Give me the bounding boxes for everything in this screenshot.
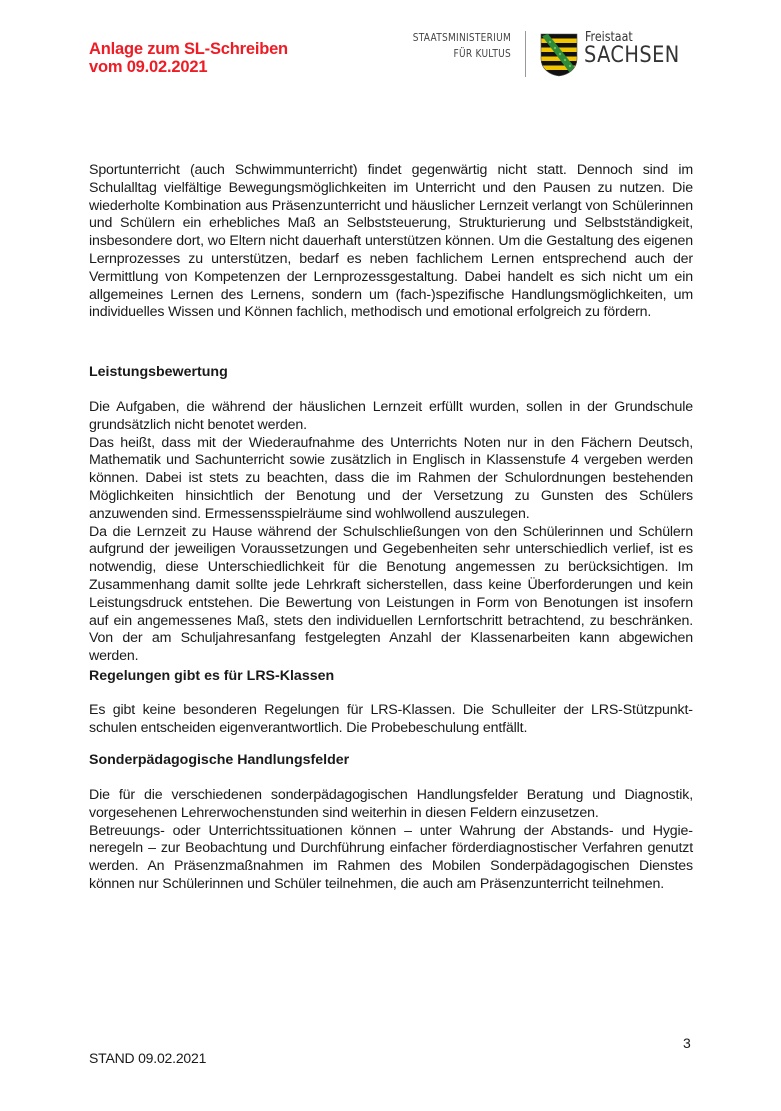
paragraph: Betreuungs- oder Unterrichtssituationen können – unter Wahrung der Abstands- und Hygieneregeln – zur Beobachtung und Durchführung einfacher förderdiagnostischer Verfahren genutzt werden. An Präsenzmaßnahmen im Rahmen des Mobilen Sonderpädagogischen Dienstes können nur Schülerinnen und Schüler teilnehmen, die auch am Präsenzunterricht teilnehmen. xyxy=(89,822,693,892)
state-label-small: Freistaat xyxy=(585,30,633,45)
document-status-date: STAND 09.02.2021 xyxy=(89,1050,207,1066)
logo-divider xyxy=(525,31,526,77)
intro-paragraph: Sportunterricht (auch Schwimmunterricht) findet gegenwärtig nicht statt. Dennoch sind im Schulalltag vielfältige Bewegungsmöglichkeiten im Unterricht und den Pausen zu nutzen. Die wiederholte Kombination aus Präsenzunterricht und häuslicher Lernzeit verlangt von Schülerinnen und Schülern ein erhebliches Maß an Selbststeuerung, Strukturierung und Selbstständigkeit, insbesondere dort, wo Eltern nicht dauerhaft unterstützen können. Um die Gestaltung des eigenen Lernprozesses zu unterstützen, bedarf es neben fachlichem Lernen entsprechend auch der Vermittlung von Kompetenzen der Lernprozessgestaltung. Dabei handelt es sich nicht um ein allgemeines Lernen des Lernens, sondern um (fach-)spezifische Handlungsmöglichkeiten, um individuelles Wissen und Können fachlich, methodisch und emotional erfolgreich zu fördern. xyxy=(89,162,693,321)
paragraph: Das heißt, dass mit der Wiederaufnahme des Unterrichts Noten nur in den Fächern Deutsch, Mathematik und Sachunterricht sowie zusätzlich in Englisch in Klassenstufe 4 vergeben werden können. Dabei ist stets zu beachten, dass die im Rahmen der Schulordnungen bestehenden Möglichkeiten hinsichtlich der Benotung und der Versetzung zu Gunsten des Schülers anzuwenden sind. Ermessensspielräume sind wohlwollend auszulegen. xyxy=(89,434,693,522)
intro-section xyxy=(89,162,693,322)
annex-title-line-2: vom 09.02.2021 xyxy=(89,58,208,76)
page-number: 3 xyxy=(683,1035,691,1051)
section-heading-special-education: Sonderpädagogische Handlungsfelder xyxy=(89,752,350,768)
annex-title-line-1: Anlage zum SL-Schreiben xyxy=(89,40,288,58)
saxony-coat-of-arms-icon xyxy=(540,33,578,77)
paragraph: Die Aufgaben, die während der häuslichen Lernzeit erfüllt wurden, sollen in der Grundschule grundsätzlich nicht benotet werden. xyxy=(89,399,693,433)
annex-title xyxy=(89,40,288,76)
lrs-classes-section xyxy=(89,702,693,738)
state-label-large: SACHSEN xyxy=(584,43,680,68)
section-heading-performance-assessment: Leistungsbewertung xyxy=(89,364,228,380)
ministry-name xyxy=(398,30,511,62)
ministry-line-2: FÜR KULTUS xyxy=(453,48,511,60)
section-heading-lrs-classes: Regelungen gibt es für LRS-Klassen xyxy=(89,668,335,684)
paragraph: Die für die verschiedenen sonderpädagogischen Handlungsfelder Beratung und Diagnostik, vorgesehenen Lehrerwochenstunden sind weiterhin in diesen Feldern einzusetzen. xyxy=(89,787,693,821)
ministry-line-1: STAATSMINISTERIUM xyxy=(412,32,511,44)
paragraph: Da die Lernzeit zu Hause während der Schulschließungen von den Schülerinnen und Schülern aufgrund der jeweiligen Voraussetzungen und Gegebenheiten sehr unterschiedlich verlief, ist es notwendig, diese Unterschiedlichkeit für die Benotung angemessen zu berücksichtigen. Im Zusammenhang damit sollte jede Lehrkraft sicherstellen, dass keine Überforderungen und kein Leistungsdruck entstehen. Die Bewertung von Leistungen in Form von Benotungen ist insofern auf ein angemessenes Maß, stets den individuellen Lernfortschritt betrachtend, zu beschränken. Von der am Schuljahresanfang festgelegten Anzahl der Klassenarbeiten kann abgewichen werden. xyxy=(89,523,693,665)
special-education-section xyxy=(89,787,693,894)
paragraph: Es gibt keine besonderen Regelungen für LRS-Klassen. Die Schulleiter der LRS-Stützpunktschulen entscheiden eigenverantwortlich. Die Probebeschulung entfällt. xyxy=(89,702,693,736)
performance-assessment-section xyxy=(89,399,693,666)
